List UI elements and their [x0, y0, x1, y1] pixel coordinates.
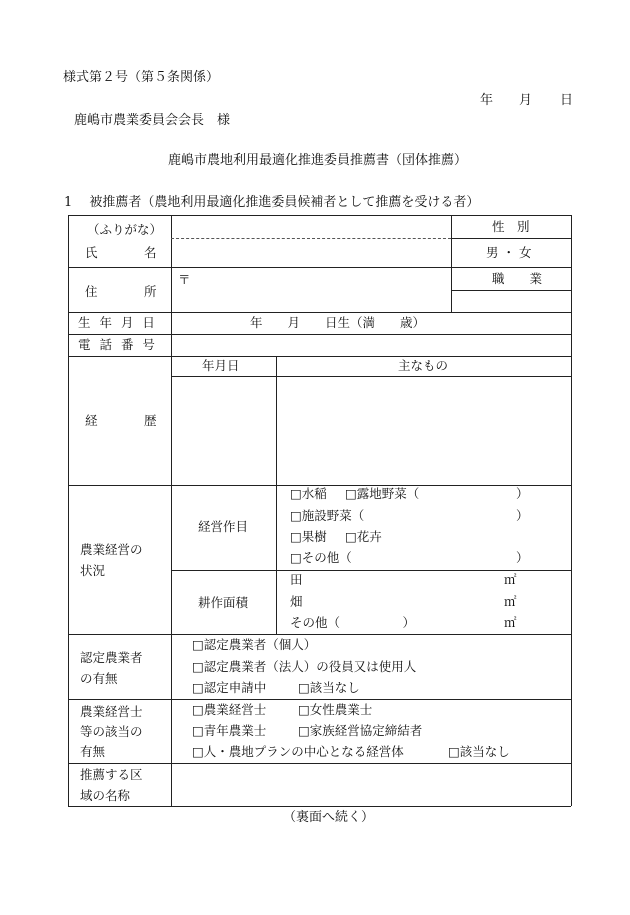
farm-manager-label-line3: 有無 [80, 744, 106, 759]
gender-header: 性 別 [492, 219, 530, 234]
crop-fruit-trees[interactable]: □果樹 [290, 529, 327, 544]
furigana-label: （ふりがな） [87, 222, 163, 237]
crop-open-field-vegetables[interactable]: □露地野菜（ [345, 486, 420, 501]
gender-header-line [451, 238, 571, 239]
crop-greenhouse-vegetables[interactable]: □施設野菜（ [290, 508, 365, 523]
table-border-left [68, 215, 69, 806]
area-field-unit: ㎡ [504, 594, 517, 609]
furigana-dotted-line [171, 238, 451, 239]
occupation-header-line [451, 290, 571, 291]
option-female-farmer[interactable]: □女性農業士 [298, 702, 373, 717]
farming-label-line1: 農業経営の [80, 542, 143, 557]
certified-option-none[interactable]: □該当なし [298, 680, 360, 695]
birthdate-label: 生 年 月 日 [78, 315, 158, 330]
option-young-farmer[interactable]: □青年農業士 [192, 723, 267, 738]
crops-area-line [171, 570, 571, 571]
certified-option-individual[interactable]: □認定農業者（個人） [192, 637, 317, 652]
name-label-part1: 氏 [85, 245, 98, 260]
birthdate-format: 年 月 日生（満 歳） [250, 315, 426, 330]
row-line-address [68, 312, 571, 313]
postal-mark: 〒 [178, 272, 191, 287]
certified-option-pending[interactable]: □認定申請中 [192, 680, 267, 695]
area-label: 耕作面積 [198, 595, 249, 610]
area-paddy-unit: ㎡ [504, 572, 517, 587]
date-year-label: 年 [480, 93, 494, 108]
gender-options[interactable]: 男 ・ 女 [486, 245, 532, 260]
area-field: 畑 [290, 594, 303, 609]
row-line-phone [68, 356, 571, 357]
crop-line4-close: ） [516, 550, 529, 565]
crop-other[interactable]: □その他（ [290, 550, 352, 565]
date-month-label: 月 [519, 93, 533, 108]
occupation-label: 職 業 [492, 271, 543, 286]
region-label-line2: 域の名称 [80, 788, 131, 803]
address-label-part1: 住 [85, 284, 98, 299]
farm-manager-label-line1: 農業経営士 [80, 704, 143, 719]
label-column-divider [171, 215, 172, 806]
row-line-farm-manager [68, 763, 571, 764]
farming-sub-divider [276, 485, 277, 634]
document-title: 鹿嶋市農地利用最適化推進委員推薦書（団体推薦） [168, 153, 468, 168]
career-date-divider [276, 356, 277, 485]
name-label-part2: 名 [144, 245, 157, 260]
crop-flowers[interactable]: □花卉 [345, 529, 382, 544]
area-other-unit: ㎡ [504, 615, 517, 630]
farming-label-line2: 状況 [80, 563, 106, 578]
certified-label-line2: の有無 [80, 671, 118, 686]
farm-manager-label-line2: 等の該当の [80, 724, 143, 739]
career-header-line [171, 376, 571, 377]
career-col-date: 年月日 [202, 358, 240, 373]
row-line-certified [68, 699, 571, 700]
table-border-top [68, 215, 571, 216]
form-number: 様式第２号（第５条関係） [63, 70, 220, 85]
option-farm-manager[interactable]: □農業経営士 [192, 702, 267, 717]
date-day-label: 日 [560, 93, 574, 108]
career-col-main: 主なもの [398, 358, 449, 373]
table-border-right [571, 215, 572, 806]
certified-option-corporate[interactable]: □認定農業者（法人）の役員又は使用人 [192, 659, 417, 674]
option-family-agreement[interactable]: □家族経営協定締結者 [298, 723, 423, 738]
certified-label-line1: 認定農業者 [80, 650, 143, 665]
crop-line1-close: ） [516, 486, 529, 501]
crop-rice[interactable]: □水稲 [290, 486, 327, 501]
continued-note: （裏面へ続く） [283, 810, 375, 825]
career-label-part2: 歴 [144, 413, 157, 428]
addressee: 鹿嶋市農業委員会会長 様 [74, 113, 231, 128]
area-paddy: 田 [290, 572, 303, 587]
option-core-management-entity[interactable]: □人・農地プランの中心となる経営体 [192, 744, 404, 759]
nominee-form-table [68, 215, 571, 806]
crop-line2-close: ） [516, 508, 529, 523]
career-label-part1: 経 [85, 413, 98, 428]
gender-column-divider [451, 215, 452, 312]
address-label-part2: 所 [144, 284, 157, 299]
section-heading: 1 被推薦者（農地利用最適化推進委員候補者として推薦を受ける者） [64, 195, 480, 210]
table-border-bottom [68, 806, 571, 807]
crops-label: 経営作目 [198, 519, 249, 534]
row-line-name [68, 267, 571, 268]
row-line-birthdate [68, 334, 571, 335]
row-line-farming [68, 634, 571, 635]
area-other: その他（ ） [290, 615, 416, 630]
phone-label: 電 話 番 号 [78, 337, 158, 352]
option-not-applicable[interactable]: □該当なし [448, 744, 510, 759]
region-label-line1: 推薦する区 [80, 767, 143, 782]
